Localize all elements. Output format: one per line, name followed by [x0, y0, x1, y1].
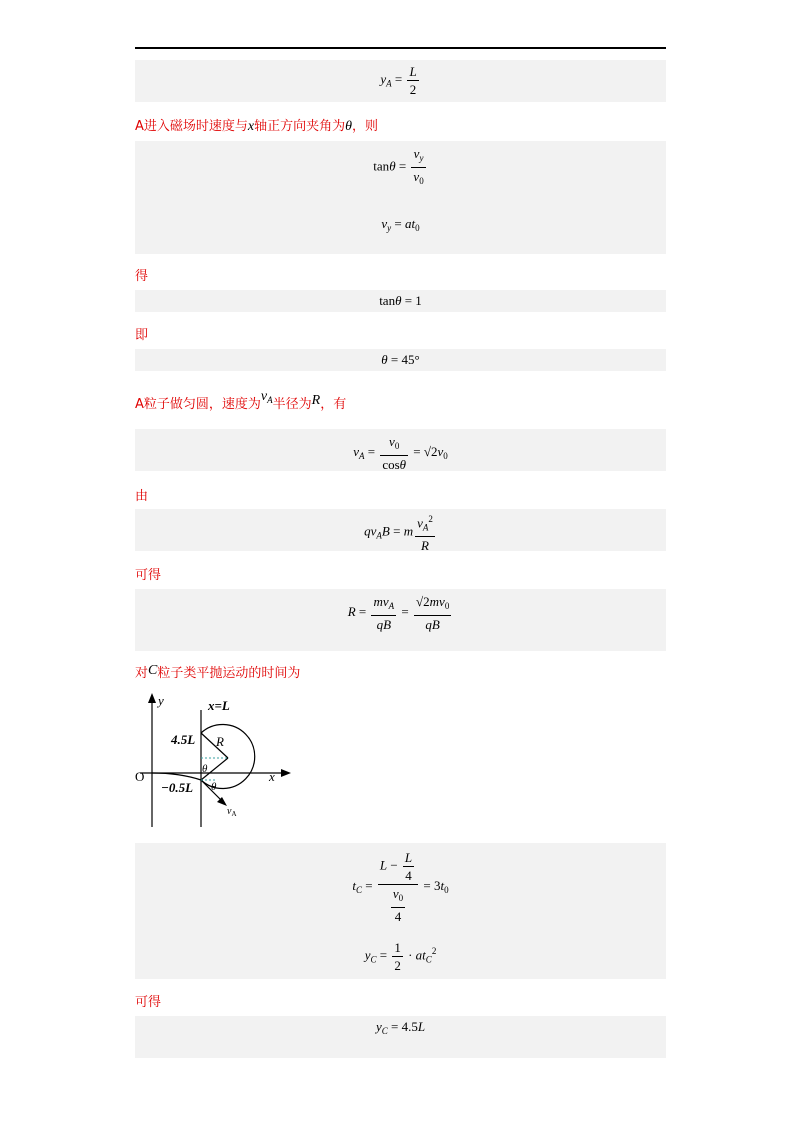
equation-yc-formula: $y_C$ = $\frac{1}{2}$ · $at_C^2$ [364, 940, 437, 973]
radius-label: R [216, 734, 224, 749]
x-axis-arrow [281, 769, 291, 777]
text-kede: 可得 [135, 995, 162, 1010]
text-you: 由 [135, 489, 149, 504]
origin-label: O [135, 769, 145, 784]
bottom-label: −0.5L [161, 780, 194, 795]
parabolic-trajectory [152, 773, 201, 780]
y-axis-arrow [148, 693, 156, 703]
equation-radius: R = $\frac{mv_A}{qB}$ = $\frac{√2mv_0}{qB}$ [347, 594, 450, 632]
equation-tan-theta: tanθ = $\frac{v_y}{v_0}$ [135, 145, 666, 190]
equation-tc: $t_C$ = L − $\frac{L}{4}$ $\frac{v_0}{4}$ = $3t_0$ [352, 850, 449, 924]
equation-va: $v_A$ = $\frac{v_0}{\cos\theta}$ = $√2v_0$ [353, 434, 448, 472]
equation-ya: $y_A$ = $\frac{L}{2}$ [380, 64, 417, 97]
equation-box [135, 1016, 666, 1058]
text-ji: 即 [135, 328, 149, 343]
trajectory-figure [135, 690, 295, 830]
y-axis-label: y [158, 693, 164, 708]
header-rule [135, 47, 666, 49]
equation-yc-result: $y_C = 4.5L$ [375, 1019, 426, 1036]
angle-label-2: θ [211, 781, 217, 793]
text-line: 对C粒子类平抛运动的时间为 [135, 663, 301, 681]
top-label: 4.5L [171, 732, 196, 747]
equation-tan-one: tanθ = 1 [379, 293, 422, 308]
text-line: A进入磁场时速度与x轴正方向夹角为θ，则 [135, 119, 379, 134]
equation-box [135, 141, 666, 254]
equation-box [135, 349, 666, 371]
equation-box [135, 509, 666, 554]
text-de: 得 [135, 269, 149, 284]
velocity-arrow [217, 797, 227, 806]
equation-theta-45: θ = 45° [381, 352, 420, 367]
equation-lorentz: $qv_AB = m$ $\frac{v_A^2}{R}$ [364, 514, 433, 554]
line-label: x=L [208, 698, 230, 713]
x-axis-label: x [269, 769, 275, 784]
circular-trajectory [201, 725, 255, 789]
equation-vy: $v_y = at_0$ [381, 216, 420, 233]
equation-box [135, 589, 666, 651]
velocity-label: $v_A$ [227, 806, 237, 818]
equation-box [135, 290, 666, 312]
text-line: A粒子做匀圆，速度为$v_A$半径为R，有 [135, 389, 347, 412]
text-kede: 可得 [135, 568, 162, 583]
equation-box [135, 843, 666, 979]
angle-label-1: θ [202, 763, 208, 775]
equation-box [135, 60, 666, 102]
equation-box [135, 429, 666, 471]
